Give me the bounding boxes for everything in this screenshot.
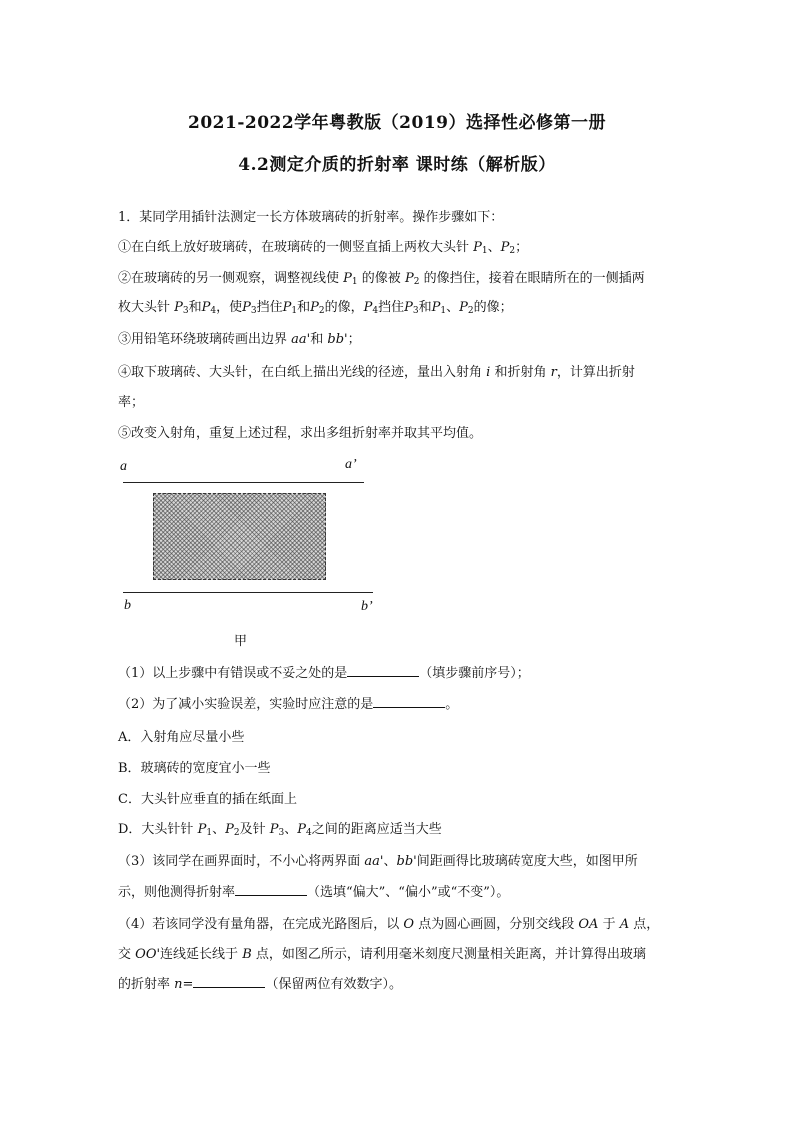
step-4-line2: 率； xyxy=(118,395,145,410)
answer-blank-4 xyxy=(193,975,265,988)
option-b: B．玻璃砖的宽度宜小一些 xyxy=(118,761,271,776)
question-stem: 1．某同学用插针法测定一长方体玻璃砖的折射率。操作步骤如下： xyxy=(118,210,504,225)
label-a-prime: a’ xyxy=(345,457,357,472)
document-subtitle: 4.2测定介质的折射率 课时练（解析版） xyxy=(238,155,556,175)
boundary-line-aa xyxy=(123,482,364,483)
answer-blank-1 xyxy=(347,664,419,677)
subquestion-4-line1: （4）若该同学没有量角器，在完成光路图后，以 O 点为圆心画圆，分别交线段 OA 于 A 点， xyxy=(118,917,660,932)
answer-blank-2 xyxy=(373,695,445,708)
step-2-line1: ②在玻璃砖的另一侧观察，调整视线使 $P_1$ 的像被 $P_2$ 的像挡住，接着在眼睛所在的一侧插两 xyxy=(118,271,645,287)
option-c: C．大头针应垂直的插在纸面上 xyxy=(118,792,297,807)
step-2-line2: 枚大头针 $P_3$和$P_4$，使$P_3$挡住$P_1$和$P_2$的像，$P_4$挡住$P_3$和$P_1$、$P_2$的像； xyxy=(118,300,513,316)
answer-blank-3 xyxy=(235,883,307,896)
document-title: 2021-2022学年粤教版（2019）选择性必修第一册 xyxy=(188,113,606,133)
label-b-prime: b’ xyxy=(361,599,373,614)
step-3: ③用铅笔环绕玻璃砖画出边界 aa'和 bb'； xyxy=(118,332,361,347)
subquestion-3-line2: 示，则他测得折射率 （选填“偏大”、“偏小”或“不变”）。 xyxy=(118,885,510,900)
option-a: A．入射角应尽量小些 xyxy=(118,730,245,745)
step-4-line1: ④取下玻璃砖、大头针，在白纸上描出光线的径迹，量出入射角 i 和折射角 r，计算出折射 xyxy=(118,365,635,380)
label-b: b xyxy=(124,598,131,613)
glass-brick xyxy=(153,493,326,580)
option-d: D．大头针针 $P_1$、$P_2$及针 $P_3$、$P_4$之间的距离应适当大些 xyxy=(118,822,442,838)
subquestion-1: （1）以上步骤中有错误或不妥之处的是 （填步骤前序号）； xyxy=(118,666,530,681)
subquestion-3-line1: （3）该同学在画界面时，不小心将两界面 aa'、bb'间距画得比玻璃砖宽度大些，如图甲所 xyxy=(118,854,638,869)
subquestion-4-line2: 交 OO'连线延长线于 B 点，如图乙所示，请利用毫米刻度尺测量相关距离，并计算得出玻璃 xyxy=(118,947,646,962)
boundary-line-bb xyxy=(123,592,373,593)
subquestion-2: （2）为了减小实验误差，实验时应注意的是 。 xyxy=(118,697,459,712)
step-5: ⑤改变入射角，重复上述过程，求出多组折射率并取其平均值。 xyxy=(118,426,483,441)
step-1: ①在白纸上放好玻璃砖，在玻璃砖的一侧竖直插上两枚大头针 $P_1$、$P_2$； xyxy=(118,240,529,256)
figure-caption: 甲 xyxy=(234,634,248,649)
subquestion-4-line3: 的折射率 n= （保留两位有效数字）。 xyxy=(118,977,402,992)
label-a: a xyxy=(120,459,127,474)
